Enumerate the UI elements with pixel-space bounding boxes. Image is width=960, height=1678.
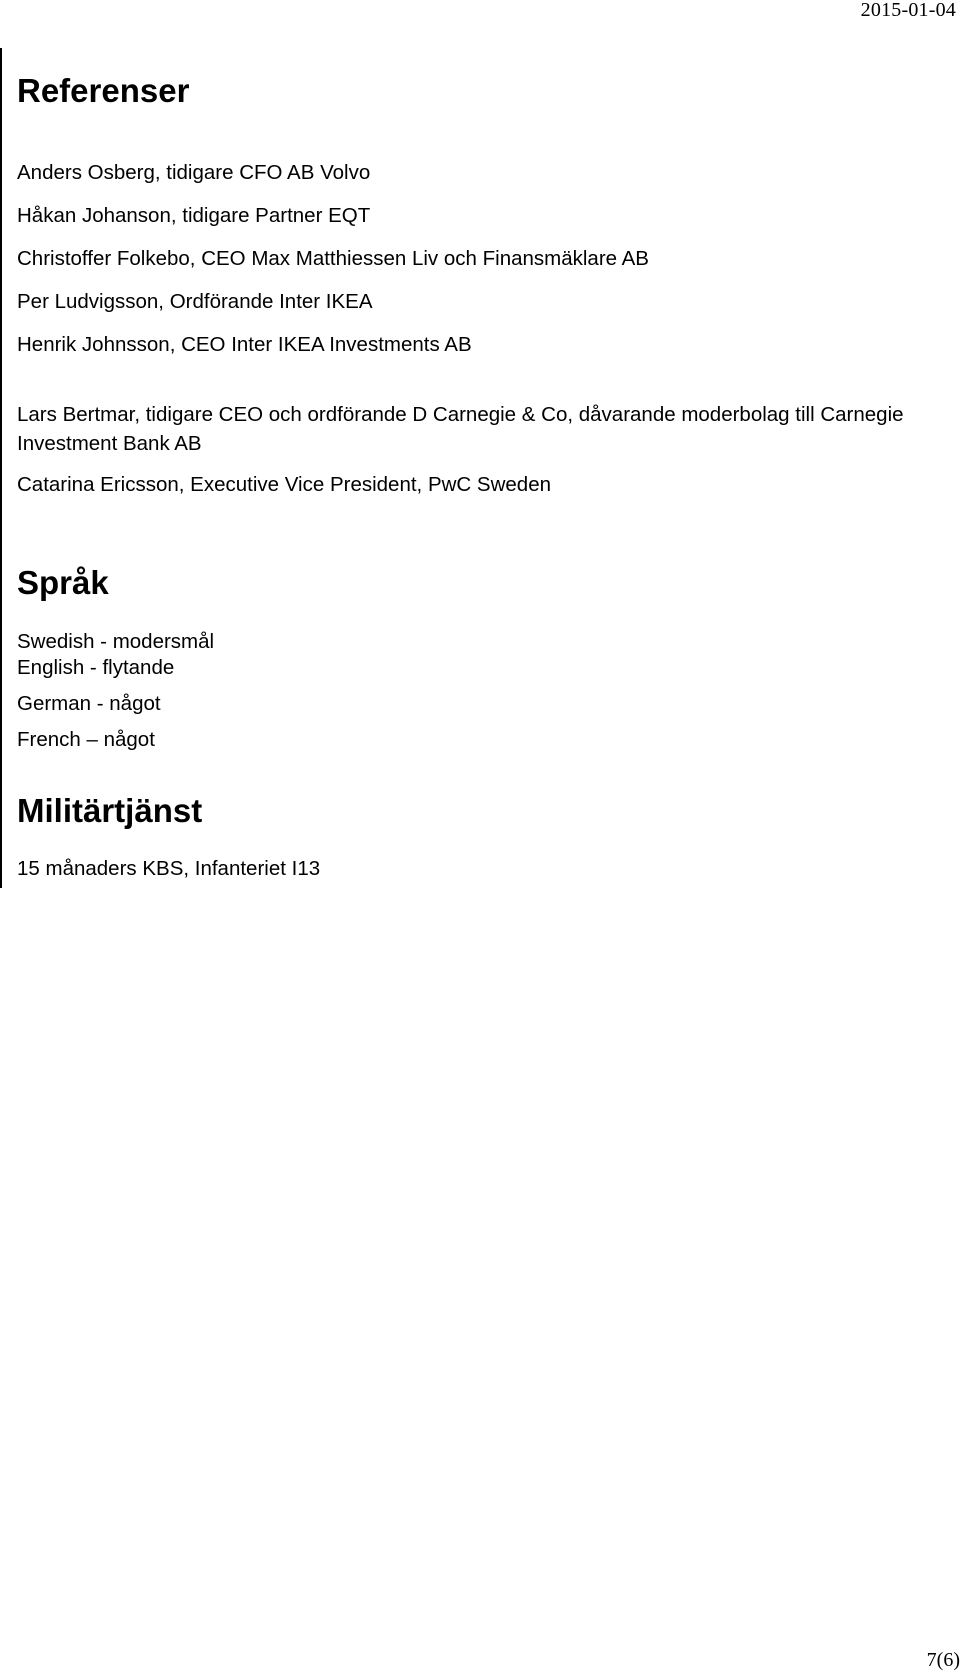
reference-item: Anders Osberg, tidigare CFO AB Volvo: [17, 161, 371, 184]
reference-item: Catarina Ericsson, Executive Vice President, PwC Sweden: [17, 473, 552, 496]
reference-item: Håkan Johanson, tidigare Partner EQT: [17, 204, 371, 227]
reference-item: Lars Bertmar, tidigare CEO och ordförande D Carnegie & Co, dåvarande moderbolag till Carnegie Investment Bank AB: [17, 403, 904, 455]
reference-item: Christoffer Folkebo, CEO Max Matthiessen Liv och Finansmäklare AB: [17, 247, 649, 270]
language-item: English - flytande: [17, 656, 175, 679]
language-item: French – något: [17, 728, 155, 751]
section-title-militartjanst: Militärtjänst: [17, 792, 203, 829]
military-service-item: 15 månaders KBS, Infanteriet I13: [17, 857, 321, 880]
language-item: German - något: [17, 692, 161, 715]
document-date: 2015-01-04: [860, 0, 956, 21]
section-title-sprak: Språk: [17, 564, 109, 601]
left-margin-rule: [0, 48, 2, 888]
reference-item: Per Ludvigsson, Ordförande Inter IKEA: [17, 290, 373, 313]
reference-item: Henrik Johnsson, CEO Inter IKEA Investments AB: [17, 333, 472, 356]
language-item: Swedish - modersmål: [17, 630, 215, 653]
section-title-referenser: Referenser: [17, 72, 190, 109]
page-number: 7(6): [926, 1649, 960, 1671]
